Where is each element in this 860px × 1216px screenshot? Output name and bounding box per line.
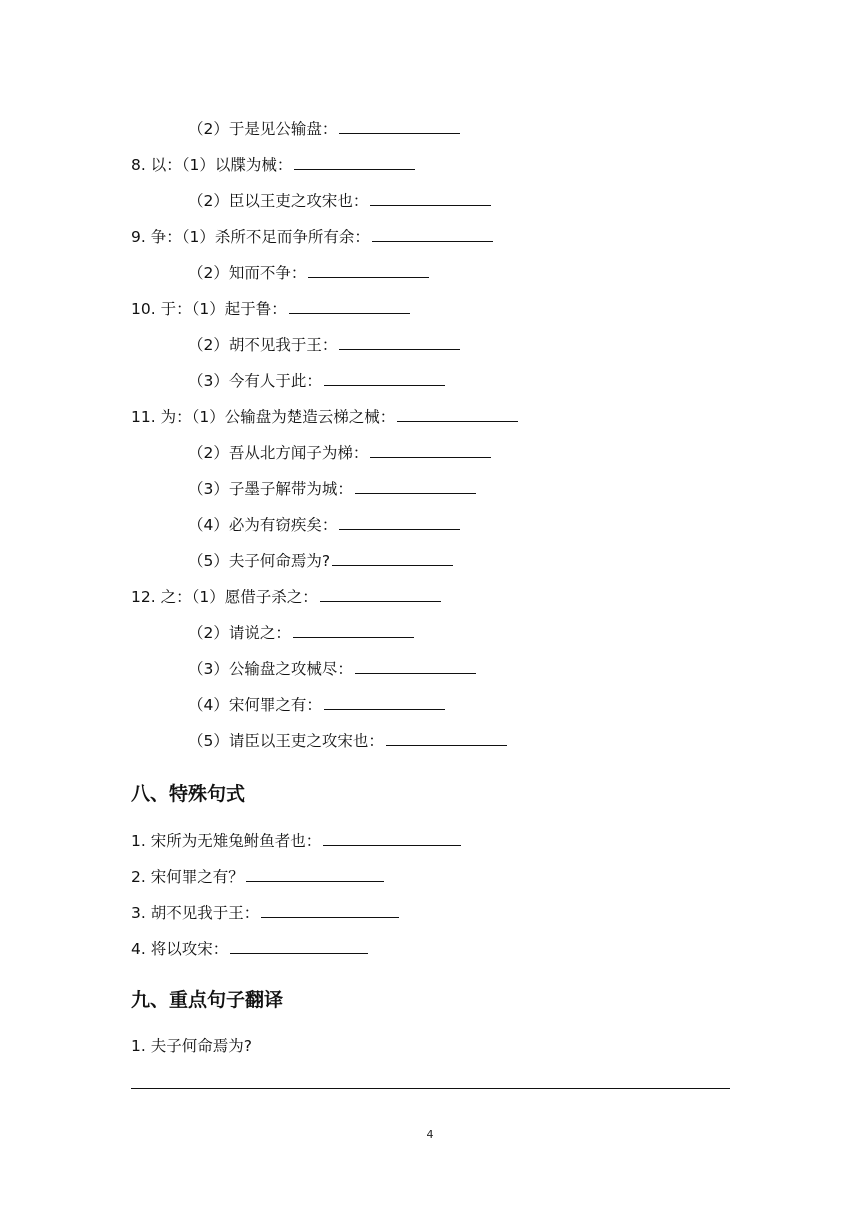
question-text: 12. 之：（1）愿借子杀之：	[131, 588, 318, 606]
question-line	[188, 189, 491, 212]
question-text: （3）公输盘之攻械尽：	[188, 660, 353, 678]
answer-blank[interactable]	[324, 369, 445, 386]
page-number: 4	[426, 1128, 434, 1141]
answer-line[interactable]	[131, 1088, 730, 1089]
question-text: 1. 夫子何命焉为?	[131, 1037, 252, 1055]
section-heading: 九、重点句子翻译	[131, 989, 284, 1011]
question-line	[188, 513, 460, 536]
question-line	[188, 657, 476, 680]
answer-blank[interactable]	[324, 693, 445, 710]
answer-blank[interactable]	[355, 657, 476, 674]
question-line	[188, 621, 414, 644]
question-text: 1. 宋所为无雉兔鲋鱼者也：	[131, 832, 322, 850]
question-text: （2）胡不见我于王：	[188, 336, 338, 354]
answer-blank[interactable]	[339, 117, 460, 134]
answer-blank[interactable]	[294, 153, 415, 170]
question-line	[131, 901, 399, 924]
question-line	[188, 369, 445, 392]
question-line	[188, 333, 460, 356]
question-text: 2. 宋何罪之有？	[131, 868, 244, 886]
answer-blank[interactable]	[293, 621, 414, 638]
question-text: （2）臣以王吏之攻宋也：	[188, 192, 369, 210]
answer-blank[interactable]	[370, 441, 491, 458]
question-text: 10. 于：（1）起于鲁：	[131, 300, 287, 318]
question-text: 8. 以：（1）以牒为械：	[131, 156, 293, 174]
question-line	[188, 549, 453, 572]
question-line	[188, 477, 476, 500]
question-text: （2）请说之：	[188, 624, 291, 642]
question-line	[131, 405, 518, 428]
question-line	[131, 225, 493, 248]
answer-blank[interactable]	[370, 189, 491, 206]
answer-blank[interactable]	[332, 549, 453, 566]
question-line	[131, 153, 415, 176]
question-line	[131, 585, 441, 608]
question-line	[131, 865, 384, 888]
question-text: （3）今有人于此：	[188, 372, 322, 390]
section-heading: 八、特殊句式	[131, 783, 246, 805]
question-line	[188, 729, 507, 752]
answer-blank[interactable]	[339, 513, 460, 530]
answer-blank[interactable]	[230, 937, 368, 954]
question-text: （3）子墨子解带为城：	[188, 480, 353, 498]
answer-blank[interactable]	[289, 297, 410, 314]
question-text: （4）宋何罪之有：	[188, 696, 322, 714]
answer-blank[interactable]	[246, 865, 384, 882]
question-line	[131, 297, 410, 320]
question-text: 9. 争：（1）杀所不足而争所有余：	[131, 228, 370, 246]
answer-blank[interactable]	[372, 225, 493, 242]
question-line	[188, 261, 429, 284]
question-text: 4. 将以攻宋：	[131, 940, 229, 958]
question-text: （2）于是见公输盘：	[188, 120, 338, 138]
answer-blank[interactable]	[339, 333, 460, 350]
question-text: （2）知而不争：	[188, 264, 307, 282]
answer-blank[interactable]	[308, 261, 429, 278]
question-line	[131, 829, 461, 852]
question-text: （2）吾从北方闻子为梯：	[188, 444, 369, 462]
question-text: （5）请臣以王吏之攻宋也：	[188, 732, 384, 750]
question-line	[188, 441, 491, 464]
answer-blank[interactable]	[355, 477, 476, 494]
answer-blank[interactable]	[320, 585, 441, 602]
answer-blank[interactable]	[386, 729, 507, 746]
question-text: 11. 为：（1）公输盘为楚造云梯之械：	[131, 408, 396, 426]
question-line	[188, 117, 460, 140]
question-text: （5）夫子何命焉为?	[188, 552, 331, 570]
question-text: 3. 胡不见我于王：	[131, 904, 260, 922]
question-line	[188, 693, 445, 716]
answer-blank[interactable]	[397, 405, 518, 422]
question-line	[131, 1035, 252, 1057]
question-text: （4）必为有窃疾矣：	[188, 516, 338, 534]
question-line	[131, 937, 368, 960]
answer-blank[interactable]	[261, 901, 399, 918]
answer-blank[interactable]	[323, 829, 461, 846]
